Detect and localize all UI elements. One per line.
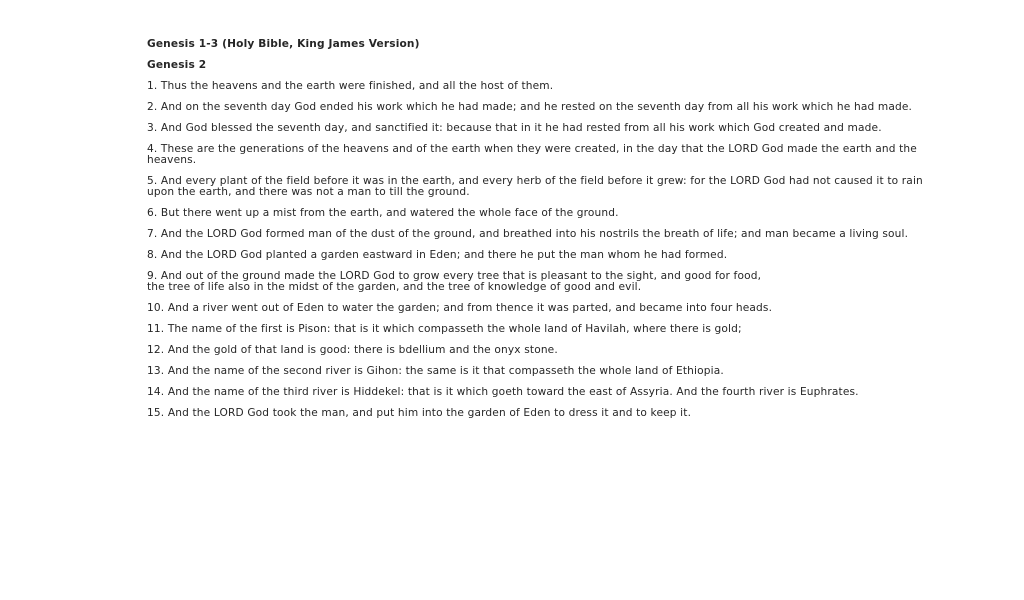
verse-4: 4. These are the generations of the heavens and of the earth when they were created, in the day that the LORD God made the earth and the heavens.: [147, 143, 917, 166]
document-title: Genesis 1-3 (Holy Bible, King James Version): [147, 38, 420, 50]
verse-11: 11. The name of the first is Pison: that is it which compasseth the whole land of Havilah, where there is gold;: [147, 323, 742, 335]
verse-5: 5. And every plant of the field before it was in the earth, and every herb of the field before it grew: for the LORD God had not caused it to rain upon the earth, and there was not a man to till the ground.: [147, 175, 923, 198]
verse-6: 6. But there went up a mist from the earth, and watered the whole face of the ground.: [147, 207, 619, 219]
verse-2: 2. And on the seventh day God ended his work which he had made; and he rested on the seventh day from all his work which he had made.: [147, 101, 913, 113]
verse-1: 1. Thus the heavens and the earth were finished, and all the host of them.: [147, 80, 554, 92]
verse-14: 14. And the name of the third river is Hiddekel: that is it which goeth toward the east of Assyria. And the fourth river is Euphrates.: [147, 386, 859, 398]
chapter-heading: Genesis 2: [147, 59, 207, 71]
verse-7: 7. And the LORD God formed man of the dust of the ground, and breathed into his nostrils the breath of life; and man became a living soul.: [147, 228, 909, 240]
verse-9: 9. And out of the ground made the LORD God to grow every tree that is pleasant to the sight, and good for food, the tree of life also in the midst of the garden, and the tree of knowledge of good and evil.: [147, 270, 762, 293]
verse-15: 15. And the LORD God took the man, and put him into the garden of Eden to dress it and to keep it.: [147, 407, 692, 419]
verse-10: 10. And a river went out of Eden to water the garden; and from thence it was parted, and became into four heads.: [147, 302, 773, 314]
verse-8: 8. And the LORD God planted a garden eastward in Eden; and there he put the man whom he had formed.: [147, 249, 728, 261]
verse-13: 13. And the name of the second river is Gihon: the same is it that compasseth the whole land of Ethiopia.: [147, 365, 724, 377]
document-page: [147, 38, 952, 429]
verse-list: [147, 81, 952, 419]
verse-12: 12. And the gold of that land is good: there is bdellium and the onyx stone.: [147, 344, 558, 356]
verse-3: 3. And God blessed the seventh day, and sanctified it: because that in it he had rested from all his work which God created and made.: [147, 122, 882, 134]
